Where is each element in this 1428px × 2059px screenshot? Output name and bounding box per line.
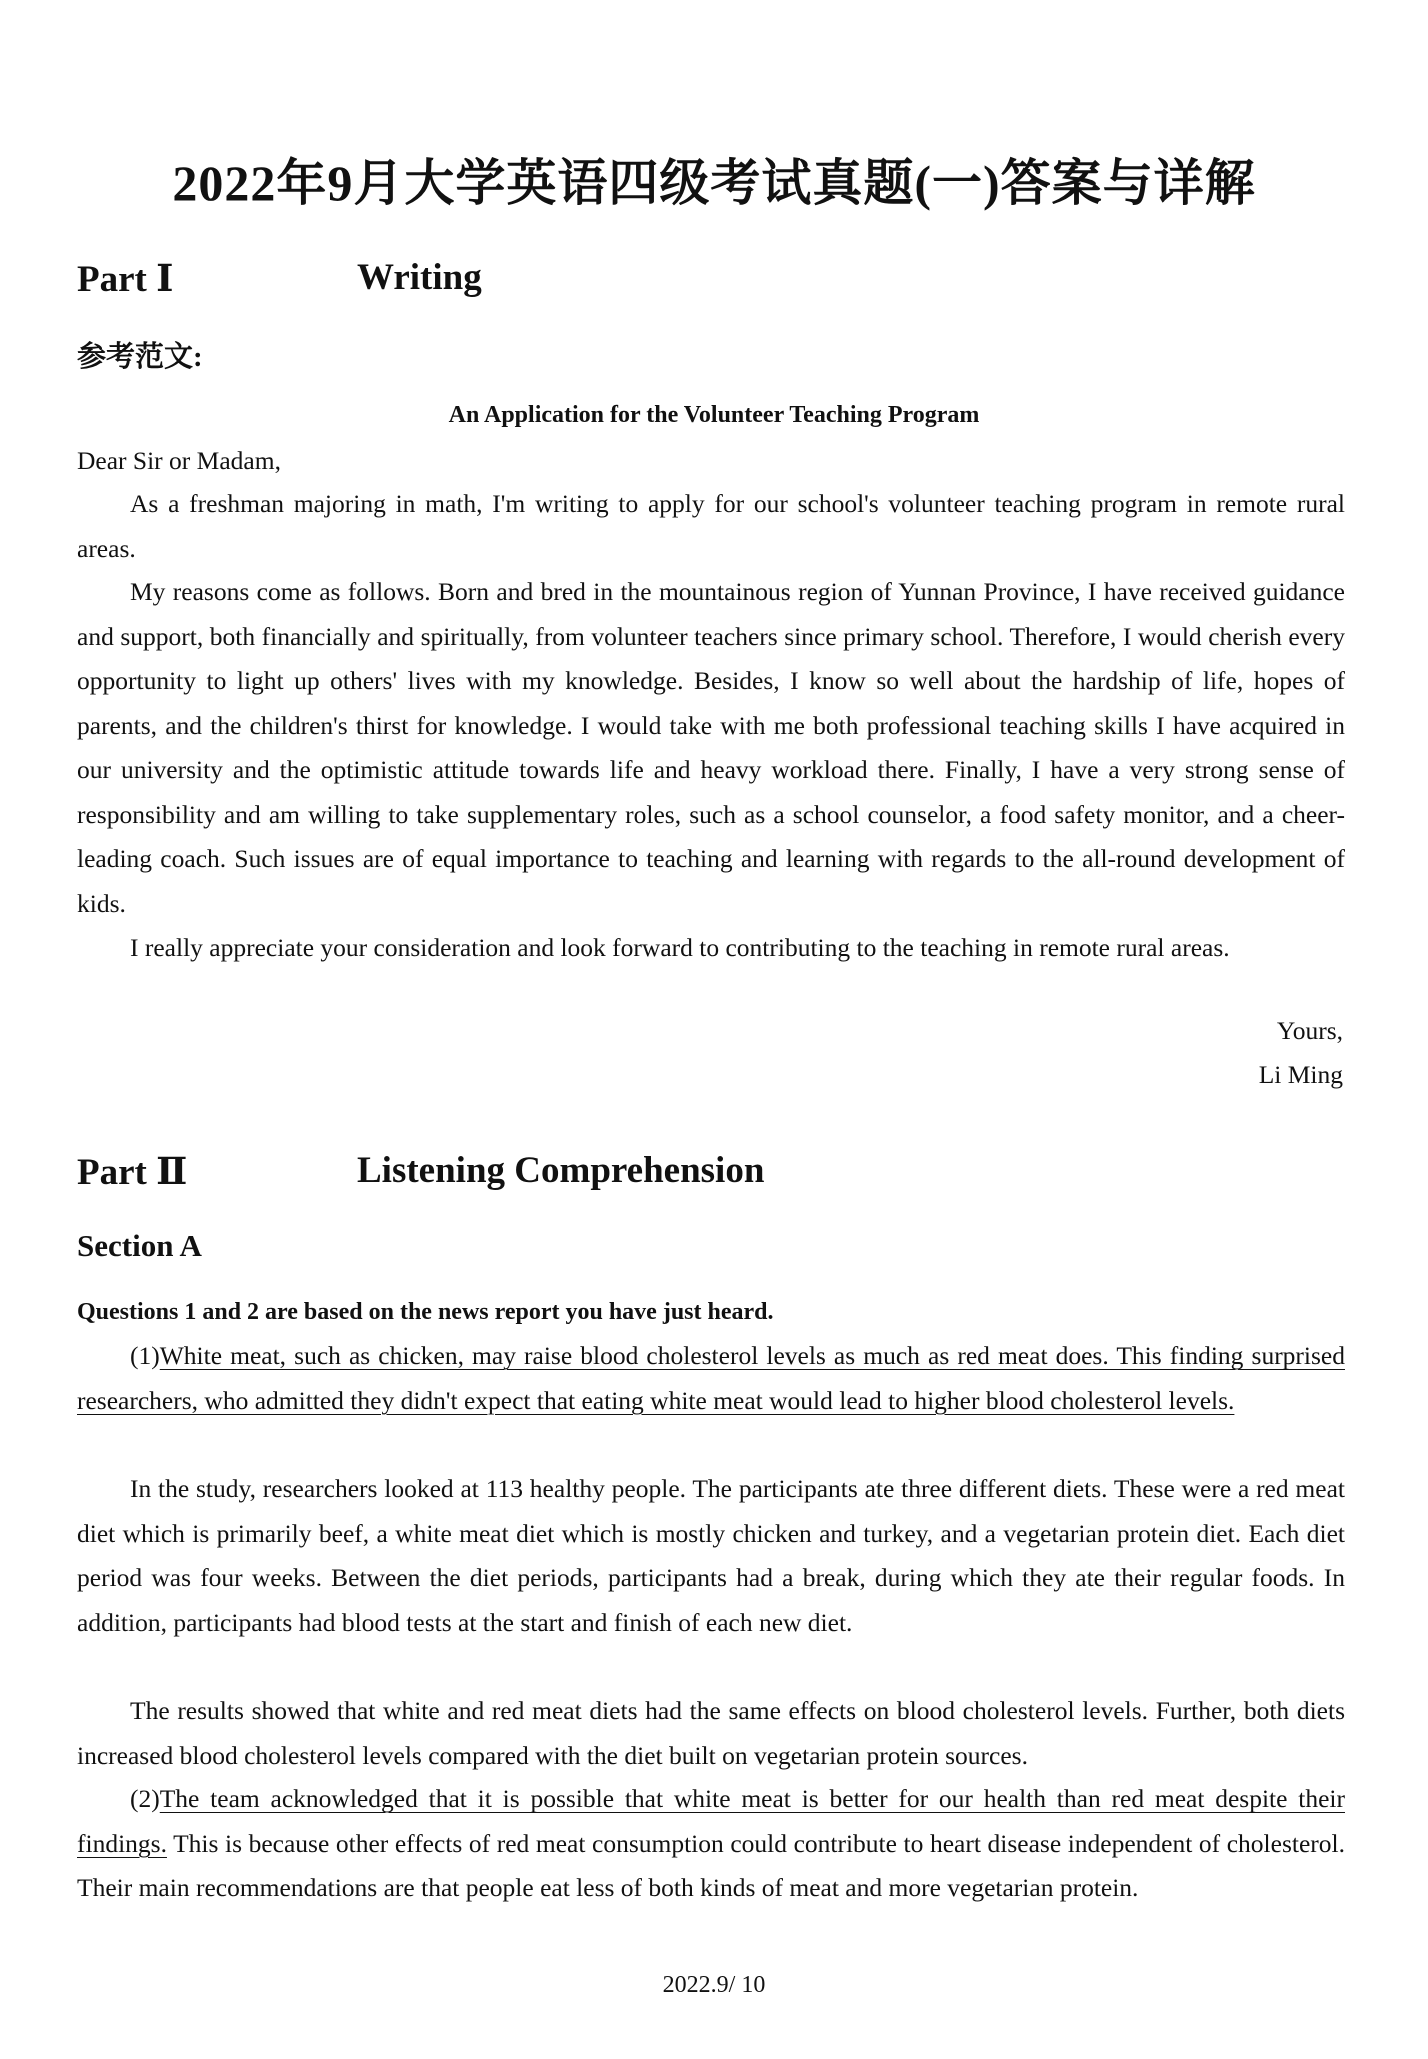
essay-paragraph-2: My reasons come as follows. Born and bred in the mountainous region of Yunnan Province, I have received guidance and support, both financially and spiritually, from volunteer teachers since primary school. Therefore, I would cherish every opportunity to light up others' lives with my knowledge. Besides, I know so well about the hardship of life, hopes of parents, and the children's thirst for knowledge. I would take with me both professional teaching skills I have acquired in our university and the optimistic attitude towards life and heavy workload there. Finally, I have a very strong sense of responsibility and am willing to take supplementary roles, such as a school counselor, a food safety monitor, and a cheer-leading coach. Such issues are of equal importance to teaching and learning with regards to the all-round development of kids. bbox=[77, 577, 1345, 918]
question-marker-2: (2) bbox=[130, 1784, 160, 1813]
listening-paragraph-1 bbox=[77, 1334, 1345, 1423]
closing: Yours, bbox=[1276, 1016, 1343, 1045]
essay-title: An Application for the Volunteer Teaching Program bbox=[448, 402, 980, 428]
page-title: 2022年9月大学英语四级考试真题(一)答案与详解 bbox=[172, 155, 1256, 211]
listening-paragraph-3: The results showed that white and red meat diets had the same effects on blood cholesterol levels. Further, both diets increased blood cholesterol levels compared with the diet built on vegetarian protein sources. bbox=[77, 1696, 1345, 1770]
answer-underline-1: White meat, such as chicken, may raise blood cholesterol levels as much as red meat does. This finding surprised researchers, who admitted they didn't expect that eating white meat would lead to higher blood cholesterol levels. bbox=[77, 1341, 1345, 1415]
question-header: Questions 1 and 2 are based on the news report you have just heard. bbox=[77, 1299, 774, 1325]
essay-paragraph-3: I really appreciate your consideration and look forward to contributing to the teaching in remote rural areas. bbox=[130, 933, 1230, 962]
essay-paragraph-1: As a freshman majoring in math, I'm writing to apply for our school's volunteer teaching program in remote rural areas. bbox=[77, 489, 1345, 563]
page-number: 2022.9/ 10 bbox=[662, 1972, 766, 1998]
listening-paragraph-4 bbox=[77, 1777, 1345, 1911]
part1-name: Writing bbox=[357, 257, 482, 298]
signature: Li Ming bbox=[1258, 1060, 1343, 1089]
section-heading: Section A bbox=[77, 1228, 202, 1263]
part2-name: Listening Comprehension bbox=[357, 1150, 765, 1191]
part2-label: Part Ⅱ bbox=[77, 1152, 188, 1193]
sample-essay-label: 参考范文: bbox=[77, 341, 203, 373]
answer-underline-2: The team acknowledged that it is possible that white meat is better for our health than red meat despite their findings. bbox=[77, 1784, 1345, 1858]
question-marker-1: (1) bbox=[130, 1341, 160, 1370]
paragraph-4-rest: This is because other effects of red meat consumption could contribute to heart disease independent of cholesterol. Their main recommendations are that people eat less of both kinds of meat and more vegetarian protein. bbox=[77, 1828, 1345, 1902]
salutation: Dear Sir or Madam, bbox=[77, 446, 281, 475]
listening-paragraph-2: In the study, researchers looked at 113 healthy people. The participants ate three different diets. These were a red meat diet which is primarily beef, a white meat diet which is mostly chicken and turkey, and a vegetarian protein diet. Each diet period was four weeks. Between the diet periods, participants had a break, during which they ate their regular foods. In addition, participants had blood tests at the start and finish of each new diet. bbox=[77, 1474, 1345, 1637]
part1-label: Part Ⅰ bbox=[77, 259, 174, 300]
